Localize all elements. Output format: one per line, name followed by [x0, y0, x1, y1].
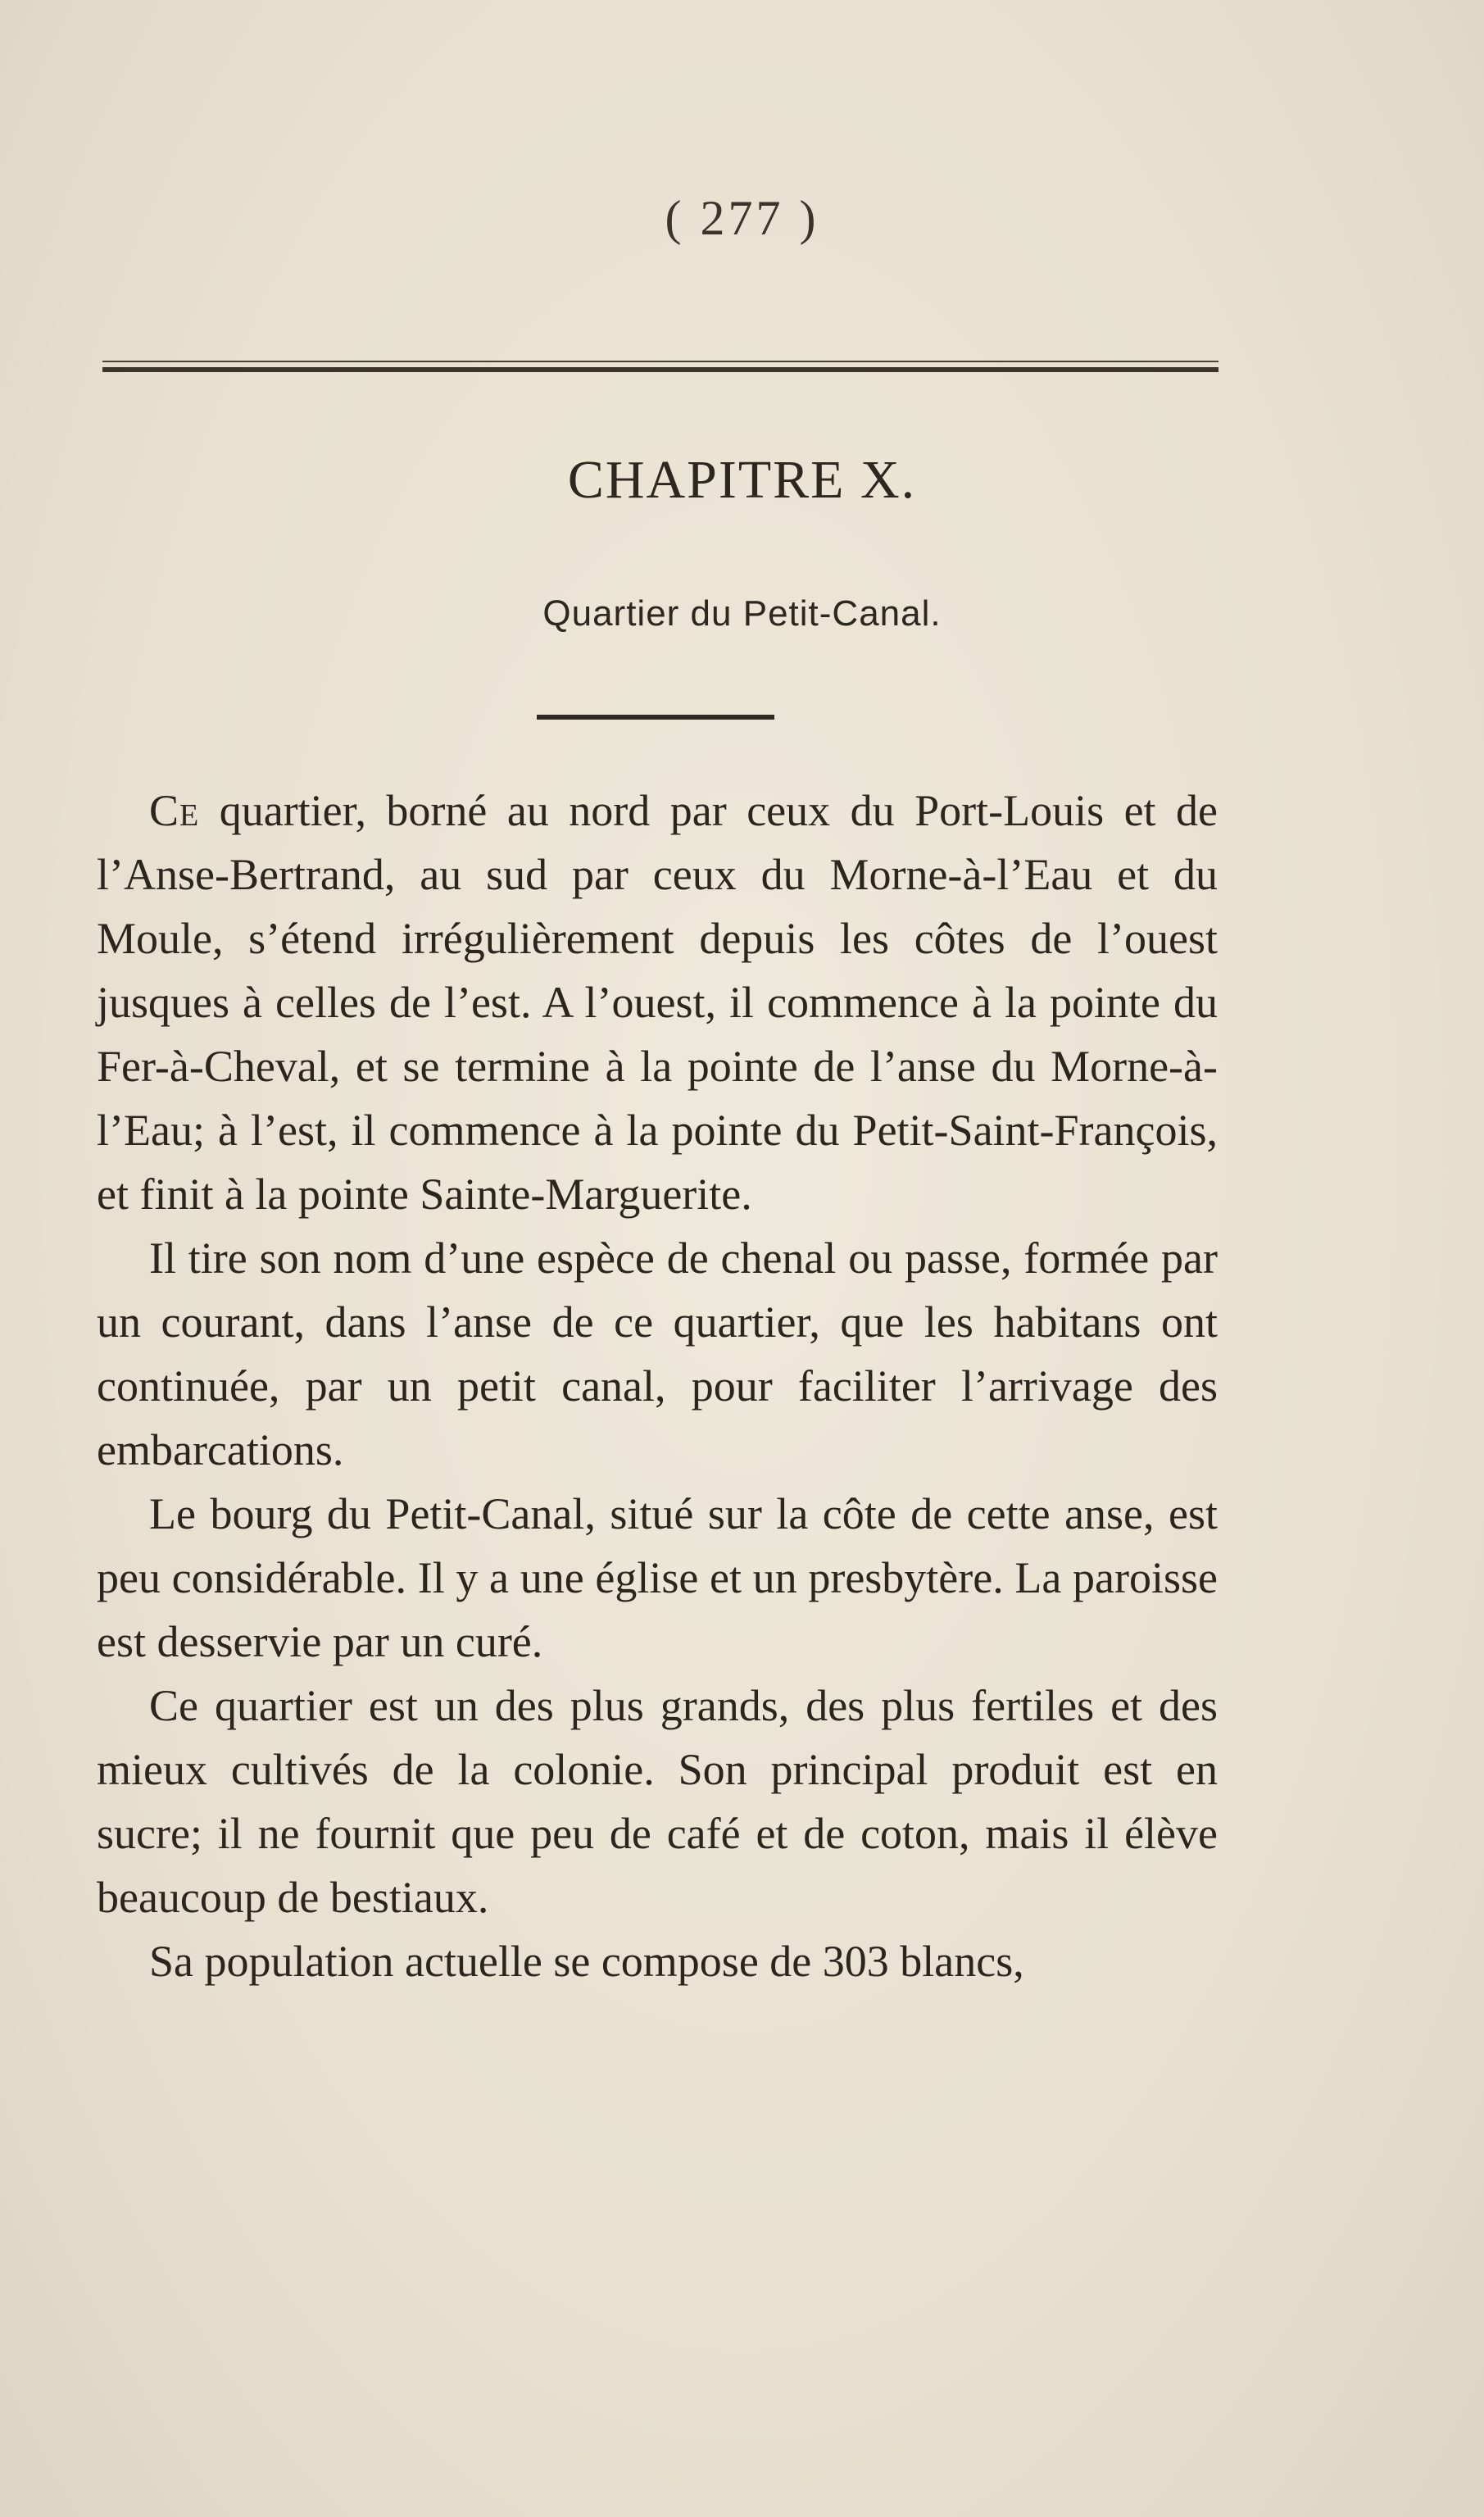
paragraph-1: [97, 779, 1218, 1226]
header-rule-thick: [102, 367, 1219, 372]
paragraph-lead-word: Ce: [149, 786, 200, 835]
header-rule-thin: [102, 361, 1219, 362]
header-double-rule: [102, 361, 1219, 375]
paragraph-4: Ce quartier est un des plus grands, des plus fertiles et des mieux cultivés de la colonie. Son principal produit est en sucre; il ne fournit que peu de café et de coton, mais il élève beaucoup de bestiaux.: [97, 1681, 1218, 1922]
chapter-subtitle: Quartier du Petit-Canal.: [542, 593, 942, 634]
section-divider-rule: [537, 715, 774, 720]
page-number: ( 277 ): [665, 191, 819, 245]
paragraph-2: Il tire son nom d’une espèce de chenal ou passe, formée par un courant, dans l’anse de ce quartier, que les habitans ont continuée, par un petit canal, pour faciliter l’arrivage des embarcations.: [97, 1234, 1218, 1474]
body-text: [97, 779, 1218, 1993]
paragraph-5: Sa population actuelle se compose de 303 blancs,: [149, 1937, 1024, 1986]
chapter-title: CHAPITRE X.: [567, 450, 917, 510]
paragraph-1-text: quartier, borné au nord par ceux du Port-Louis et de l’Anse-Bertrand, au sud par ceux du Morne-à-l’Eau et du Moule, s’étend irrégulièrement depuis les côtes de l’ouest jusques à celles de l’est. A l’ouest, il commence à la pointe du Fer-à-Cheval, et se termine à la pointe de l’anse du Morne-à-l’Eau; à l’est, il commence à la pointe du Petit-Saint-François, et finit à la pointe Sainte-Marguerite.: [97, 786, 1218, 1219]
paragraph-3: Le bourg du Petit-Canal, situé sur la côte de cette anse, est peu considérable. Il y a une église et un presbytère. La paroisse est desservie par un curé.: [97, 1489, 1218, 1666]
